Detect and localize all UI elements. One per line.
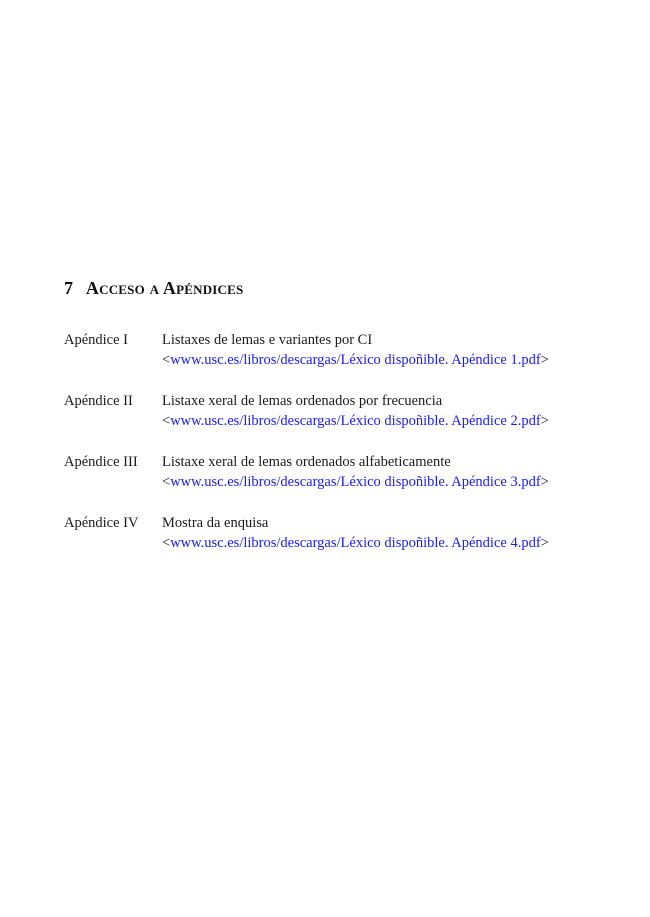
- link-open-bracket: <: [162, 413, 171, 429]
- link-open-bracket: <: [162, 352, 171, 368]
- appendix-entry-2: [64, 391, 624, 452]
- appendix-label: Apéndice IV: [64, 515, 139, 531]
- appendix-link-text[interactable]: www.usc.es/libros/descargas/Léxico dispoñible. Apéndice 2.pdf: [170, 413, 541, 429]
- appendix-description: Mostra da enquisa: [162, 515, 269, 531]
- section-title: Acceso a Apéndices: [85, 278, 244, 298]
- appendix-link-text[interactable]: www.usc.es/libros/descargas/Léxico dispoñible. Apéndice 4.pdf: [170, 535, 541, 551]
- appendix-link-text[interactable]: www.usc.es/libros/descargas/Léxico dispoñible. Apéndice 3.pdf: [170, 474, 541, 490]
- appendix-description: Listaxe xeral de lemas ordenados alfabeticamente: [162, 454, 451, 470]
- appendix-entry-1: [64, 330, 624, 391]
- section-number: 7: [64, 278, 74, 298]
- link-close-bracket: >: [540, 474, 549, 490]
- appendix-link[interactable]: [162, 350, 624, 370]
- link-close-bracket: >: [540, 535, 549, 551]
- appendix-link[interactable]: [162, 472, 624, 492]
- appendix-link[interactable]: [162, 411, 624, 431]
- appendix-label: Apéndice I: [64, 332, 129, 348]
- link-close-bracket: >: [540, 413, 549, 429]
- appendix-body: [162, 391, 624, 431]
- appendix-description: Listaxe xeral de lemas ordenados por frecuencia: [162, 393, 443, 409]
- link-open-bracket: <: [162, 474, 171, 490]
- link-open-bracket: <: [162, 535, 171, 551]
- appendix-description: Listaxes de lemas e variantes por CI: [162, 332, 373, 348]
- link-close-bracket: >: [540, 352, 549, 368]
- appendix-entry-3: [64, 452, 624, 513]
- appendix-body: [162, 513, 624, 553]
- appendix-label: Apéndice II: [64, 393, 133, 409]
- appendix-body: [162, 330, 624, 370]
- appendix-entry-4: [64, 513, 624, 574]
- appendix-list: [64, 330, 624, 574]
- appendix-link-text[interactable]: www.usc.es/libros/descargas/Léxico dispoñible. Apéndice 1.pdf: [170, 352, 541, 368]
- appendix-body: [162, 452, 624, 492]
- appendix-link[interactable]: [162, 533, 624, 553]
- section-heading: [64, 278, 243, 299]
- appendix-label: Apéndice III: [64, 454, 138, 470]
